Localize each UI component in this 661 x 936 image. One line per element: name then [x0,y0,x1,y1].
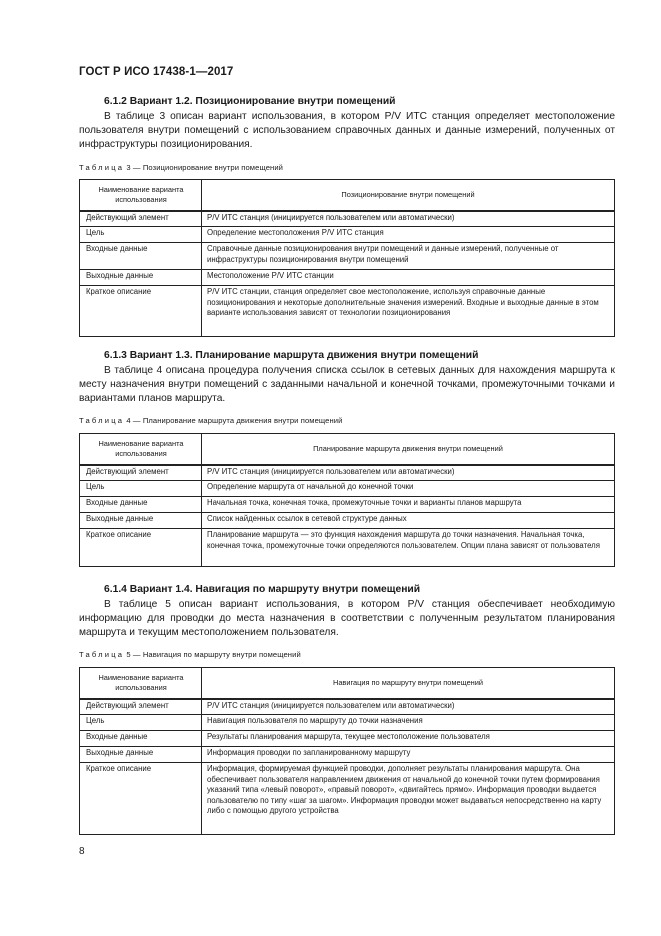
table-caption-text: 4 — Планирование маршрута движения внутри помещений [124,416,343,425]
table-cell-value: Справочные данные позиционирования внутри помещений и данные измерений, полученные от инфраструктуры позиционирования внутри помещений [202,243,615,270]
table-header-row [80,180,615,211]
table-cell-value: Список найденных ссылок в сетевой структуре данных [202,513,615,529]
table-cell-label: Цель [80,481,202,497]
table-cell-value: Информация, формируемая функцией проводки, дополняет результаты планирования маршрута. Она обеспечивает пользователя направлением движения от начальной до конечной точки путем формирования указаний типа «левый поворот», «правый поворот», «двигайтесь прямо». Информация проводки выдается пользователю по типу «шаг за шагом». Информация проводки может выдаваться непосредственно на карту либо с помощью другого устройства [202,763,615,835]
table-row [80,715,615,731]
table-row [80,763,615,835]
table-caption-prefix: Таблица [79,650,125,659]
table-header-cell: Навигация по маршруту внутри помещений [202,668,615,699]
table-cell-label: Входные данные [80,731,202,747]
table-cell-value: P/V ИТС станция (инициируется пользователем или автоматически) [202,699,615,715]
table-caption-4 [79,416,342,425]
table-cell-value: Планирование маршрута — это функция нахождения маршрута до точки назначения. Начальная точка, конечная точка, промежуточные точки определяются пользователем. Опции плана зависят от пользователя [202,529,615,567]
section-heading-6-1-4: 6.1.4 Вариант 1.4. Навигация по маршруту внутри помещений [104,584,421,595]
table-row [80,497,615,513]
table-cell-label: Краткое описание [80,529,202,567]
table-cell-label: Выходные данные [80,513,202,529]
table-caption-3 [79,163,283,172]
standard-title: ГОСТ Р ИСО 17438-1—2017 [79,66,234,78]
table-cell-label: Действующий элемент [80,465,202,481]
table-cell-value: P/V ИТС станции, станция определяет свое местоположение, используя справочные данные позиционирования и некоторые дополнительные значения измерений. Входные и выходные данные в этом варианте использования зависят от технологии позиционирования [202,286,615,337]
table-header-cell: Планирование маршрута движения внутри помещений [202,434,615,465]
table-row [80,211,615,227]
table-cell-value: Местоположение P/V ИТС станции [202,270,615,286]
table-cell-label: Краткое описание [80,286,202,337]
table-header-cell: Наименование варианта использования [80,668,202,699]
table-cell-label: Краткое описание [80,763,202,835]
table-cell-value: Определение маршрута от начальной до конечной точки [202,481,615,497]
table-header-row [80,434,615,465]
table-cell-label: Выходные данные [80,270,202,286]
table-cell-label: Выходные данные [80,747,202,763]
table-caption-5 [79,650,301,659]
table-cell-value: Информация проводки по запланированному маршруту [202,747,615,763]
table-cell-label: Цель [80,227,202,243]
table-row [80,731,615,747]
table-header-cell: Позиционирование внутри помещений [202,180,615,211]
table-cell-value: Начальная точка, конечная точка, промежуточные точки и варианты планов маршрута [202,497,615,513]
page-number: 8 [79,846,85,857]
table-4 [79,433,615,567]
table-header-cell: Наименование варианта использования [80,434,202,465]
table-row [80,243,615,270]
table-header-cell: Наименование варианта использования [80,180,202,211]
table-cell-label: Действующий элемент [80,699,202,715]
table-cell-label: Цель [80,715,202,731]
table-cell-value: P/V ИТС станция (инициируется пользователем или автоматически) [202,465,615,481]
section-paragraph-6-1-2: В таблице 3 описан вариант использования, в котором P/V ИТС станция определяет местоположение пользователя внутри помещений с использованием справочных данных и данные измерений, полученных от инфраструктуры позиционирования. [79,111,615,151]
section-heading-6-1-2: 6.1.2 Вариант 1.2. Позиционирование внутри помещений [104,96,396,107]
table-3 [79,179,615,337]
section-paragraph-6-1-3: В таблице 4 описана процедура получения списка ссылок в сетевых данных для нахождения маршрута к месту назначения внутри помещений с заданными начальной и конечной точками, промежуточными точками и вариантами планов маршрута. [79,365,615,405]
table-row [80,529,615,567]
table-row [80,270,615,286]
table-row [80,747,615,763]
table-5 [79,667,615,835]
table-cell-value: Результаты планирования маршрута, текущее местоположение пользователя [202,731,615,747]
table-caption-text: 5 — Навигация по маршруту внутри помещений [124,650,301,659]
table-cell-value: Навигация пользователя по маршруту до точки назначения [202,715,615,731]
table-row [80,227,615,243]
table-cell-label: Входные данные [80,497,202,513]
table-row [80,513,615,529]
table-caption-text: 3 — Позиционирование внутри помещений [124,163,284,172]
table-caption-prefix: Таблица [79,163,125,172]
table-caption-prefix: Таблица [79,416,125,425]
section-heading-6-1-3: 6.1.3 Вариант 1.3. Планирование маршрута движения внутри помещений [104,350,479,361]
table-row [80,481,615,497]
table-row [80,286,615,337]
table-row [80,699,615,715]
table-cell-value: P/V ИТС станция (инициируется пользователем или автоматически) [202,211,615,227]
table-header-row [80,668,615,699]
table-cell-value: Определение местоположения P/V ИТС станция [202,227,615,243]
table-cell-label: Входные данные [80,243,202,270]
table-row [80,465,615,481]
section-paragraph-6-1-4: В таблице 5 описан вариант использования, в котором P/V станция обеспечивает необходимую информацию для проводки до места назначения в соответствии с полученным результатом планирования маршрута и текущим местоположением пользователя. [79,599,615,639]
table-cell-label: Действующий элемент [80,211,202,227]
